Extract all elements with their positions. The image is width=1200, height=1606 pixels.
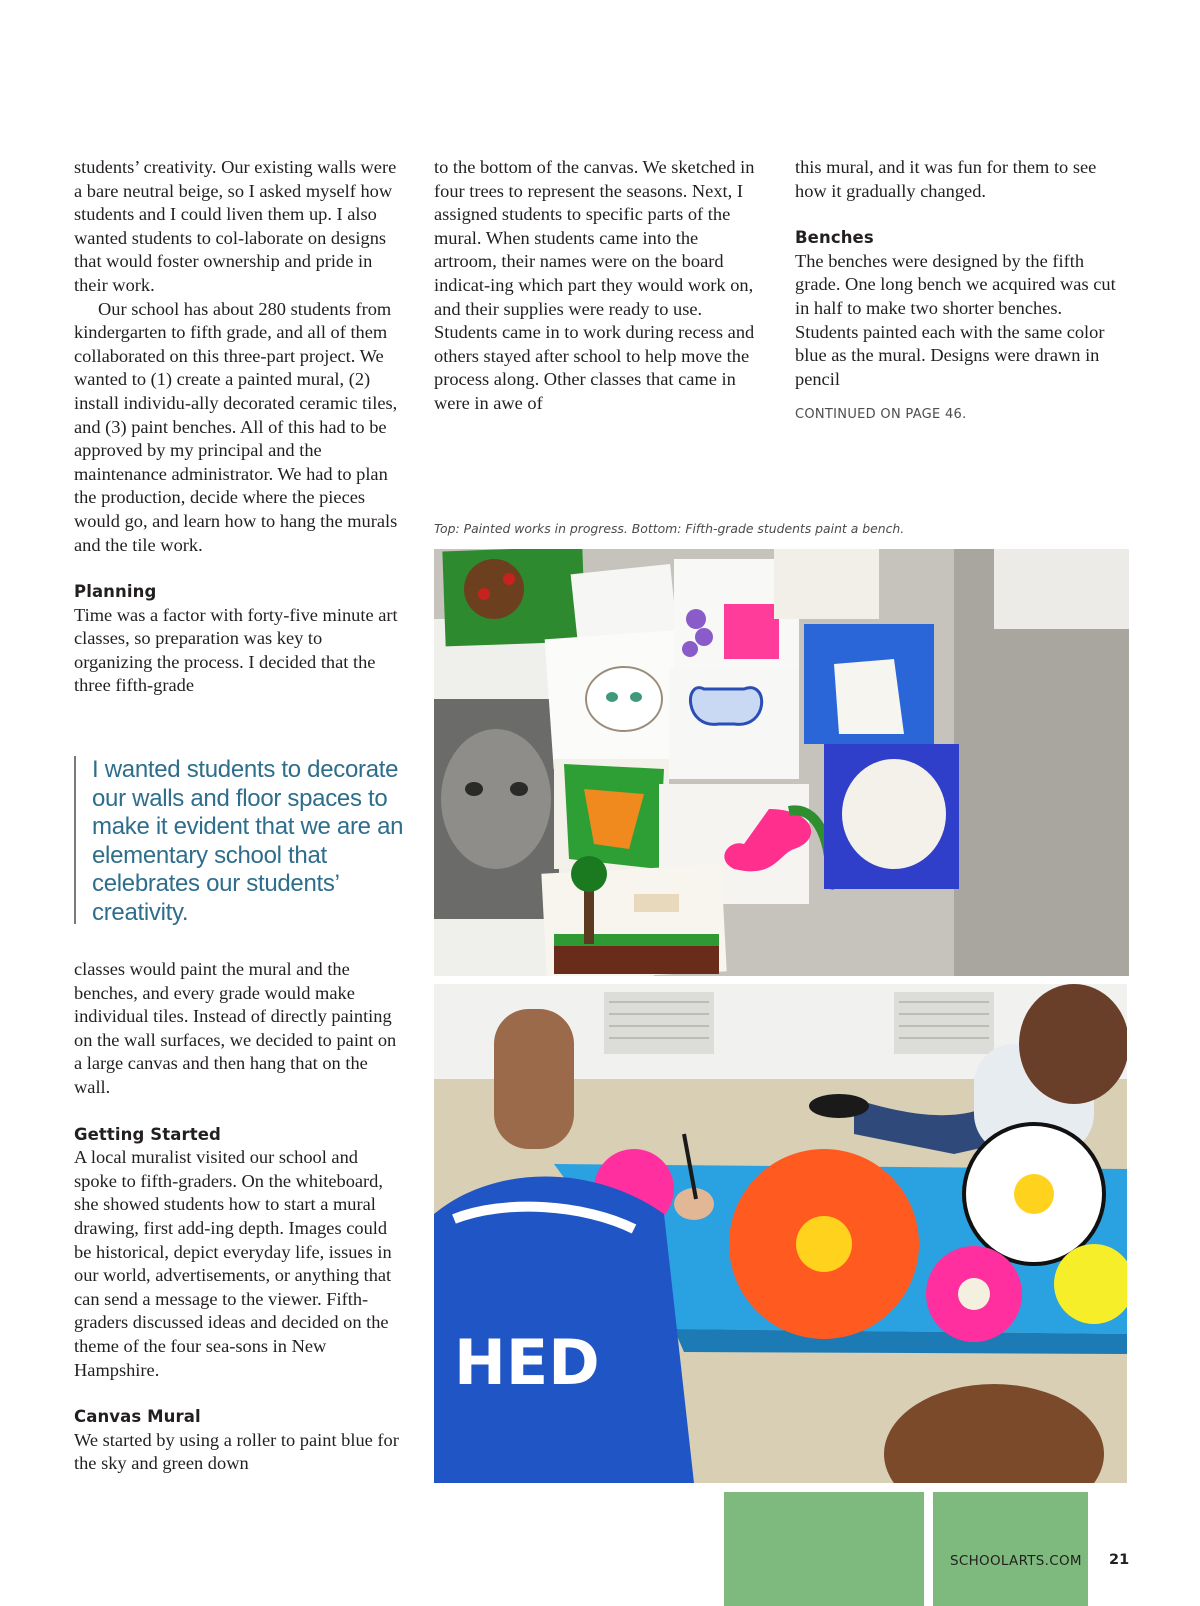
column-2	[434, 156, 764, 416]
section-heading-canvas-mural: Canvas Mural	[74, 1407, 201, 1427]
continued-note: CONTINUED ON PAGE 46.	[795, 407, 967, 423]
section-heading-getting-started: Getting Started	[74, 1124, 221, 1144]
photo-caption: Top: Painted works in progress. Bottom: Fifth-grade students paint a bench.	[434, 521, 905, 536]
body-paragraph: Our school has about 280 students from kindergarten to fifth grade, and all of them collaborated on this three-part project. We wanted to (1) create a painted mural, (2) install individu-ally decorated ceramic tiles, and (3) paint benches. All of this had to be approved by my principal and the maintenance administrator. We had to plan the production, decide where the pieces would go, and learn how to hang the murals and the tile work.	[74, 298, 398, 555]
column-1	[74, 156, 404, 698]
footer-green-block	[724, 1492, 924, 1606]
body-paragraph: classes would paint the mural and the benches, and every grade would make individual tiles. Instead of directly painting on the wall surfaces, we decided to paint on a large canvas and then hang that on the wall.	[74, 959, 397, 1097]
pull-quote: I wanted students to decorate our walls and floor spaces to make it evident that we are an elementary school that celebrates our students’ creativity.	[74, 756, 404, 924]
footer-site-name: SCHOOLARTS.COM	[950, 1553, 1082, 1569]
page-number: 21	[1109, 1552, 1130, 1568]
column-3	[795, 156, 1130, 424]
body-paragraph: The benches were designed by the fifth grade. One long bench we acquired was cut in half to make two shorter benches. Students painted each with the same color blue as the mural. Designs were drawn in pencil	[795, 250, 1116, 389]
photo-students-painting-bench	[434, 984, 1127, 1483]
body-paragraph: students’ creativity. Our existing walls were a bare neutral beige, so I asked myself how students and I could liven them up. I also wanted students to col-laborate on designs that would foster ownership and pride in their work.	[74, 157, 397, 295]
body-paragraph: A local muralist visited our school and spoke to fifth-graders. On the whiteboard, she showed students how to start a mural drawing, first add-ing depth. Images could be historical, depict everyday life, issues in our world, advertisements, or anything that can send a message to the viewer. Fifth-graders discussed ideas and decided on the theme of the four sea-sons in New Hampshire.	[74, 1147, 392, 1380]
body-paragraph: this mural, and it was fun for them to see how it gradually changed.	[795, 157, 1097, 201]
jersey-lettering: HED	[454, 1326, 600, 1399]
body-paragraph: Time was a factor with forty-five minute art classes, so preparation was key to organizing the process. I decided that the three fifth-grade	[74, 604, 398, 696]
footer-green-block	[933, 1492, 1088, 1606]
body-paragraph: to the bottom of the canvas. We sketched in four trees to represent the seasons. Next, I assigned students to specific parts of the mural. When students came into the artroom, their names were on the board indicat-ing which part they would work on, and their supplies were ready to use. Students came in to work during recess and others stayed after school to help move the process along. Other classes that came in were in awe of	[434, 157, 755, 413]
body-paragraph: We started by using a roller to paint blue for the sky and green down	[74, 1429, 399, 1474]
section-heading-planning: Planning	[74, 582, 157, 602]
photo-painted-tiles	[434, 549, 1129, 976]
column-1-continued	[74, 958, 404, 1476]
section-heading-benches: Benches	[795, 228, 874, 248]
